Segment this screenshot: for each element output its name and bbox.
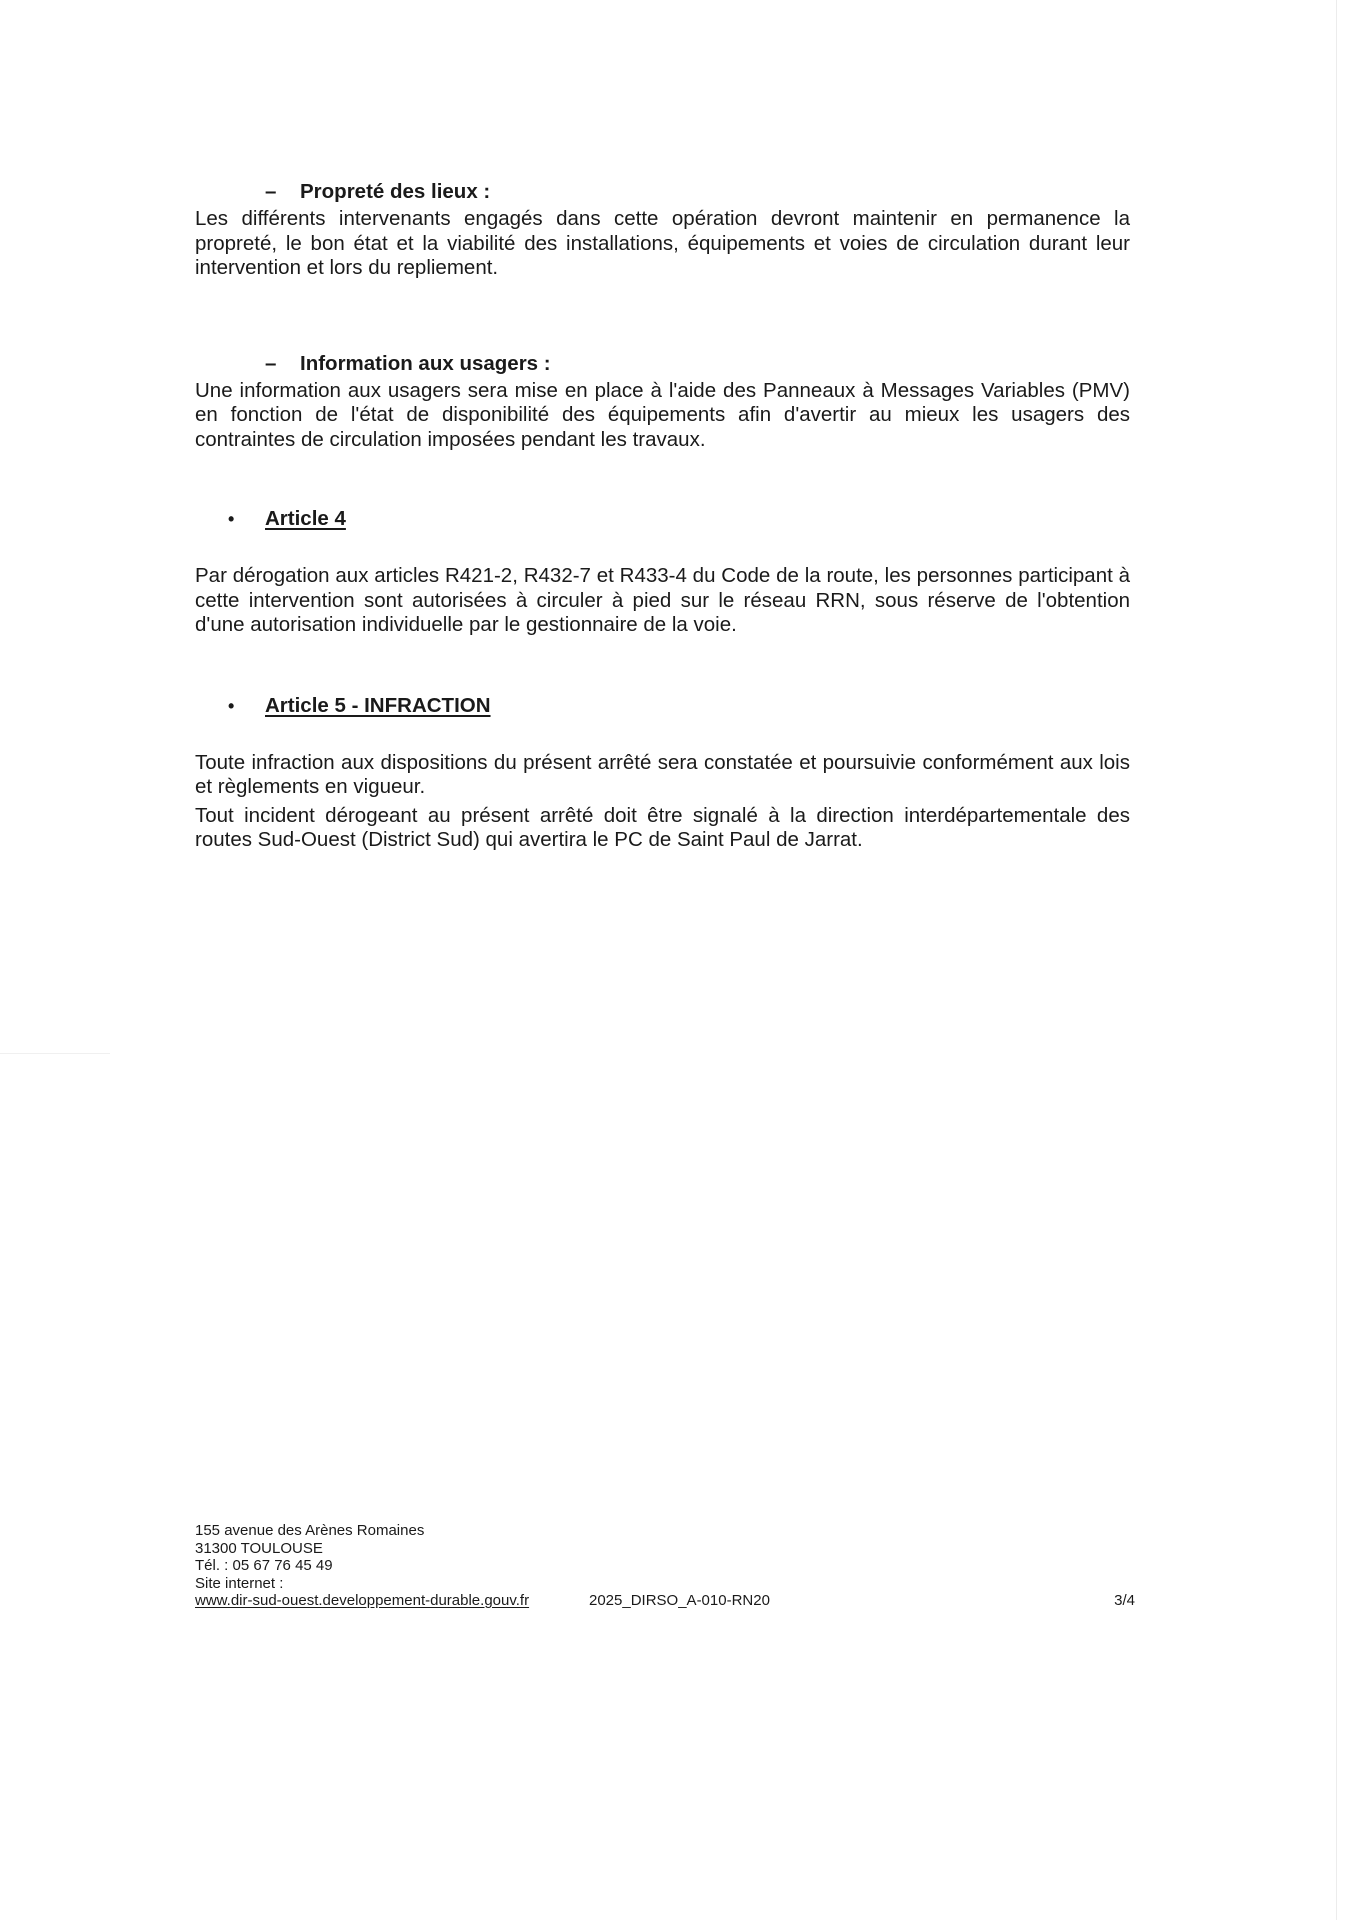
section-heading [195, 180, 1130, 204]
section-paragraph: Une information aux usagers sera mise en place à l'aide des Panneaux à Messages Variables (PMV) en fonction de l'état de disponibilité des équipements afin d'avertir au mieux les usagers des contraintes de circulation imposées pendant les travaux. [195, 378, 1130, 451]
footer-site-label: Site internet : [195, 1574, 284, 1592]
section-article-4 [195, 507, 1130, 638]
article-heading [195, 694, 1130, 718]
article-heading [195, 507, 1130, 531]
document-body [195, 180, 1130, 853]
section-paragraph: Les différents intervenants engagés dans cette opération devront maintenir en permanence la propreté, le bon état et la viabilité des installations, équipements et voies de circulation durant leur intervention et lors du repliement. [195, 207, 1130, 279]
article-paragraph: Par dérogation aux articles R421-2, R432-7 et R433-4 du Code de la route, les personnes participant à cette intervention sont autorisées à circuler à pied sur le réseau RRN, sous réserve de l'obtention d'une autorisation individuelle par le gestionnaire de la voie. [195, 564, 1130, 636]
document-reference: 2025_DIRSO_A-010-RN20 [589, 1592, 770, 1609]
section-information [195, 352, 1130, 453]
heading-text: Propreté des lieux : [300, 180, 491, 203]
page-number: 3/4 [1114, 1592, 1135, 1609]
section-heading [195, 352, 1130, 376]
footer-website-link[interactable]: www.dir-sud-ouest.developpement-durable.gouv.fr [195, 1592, 530, 1609]
footer-phone: Tél. : 05 67 76 45 49 [195, 1557, 333, 1574]
section-article-5 [195, 694, 1130, 853]
article-title: Article 5 - INFRACTION [265, 693, 491, 717]
scan-edge-line [1336, 0, 1337, 1920]
dash-marker: – [265, 180, 277, 203]
dash-marker: – [265, 351, 277, 375]
heading-text: Information aux usagers : [300, 351, 551, 375]
footer-bottom-row [195, 1592, 1135, 1610]
article-paragraph: Tout incident dérogeant au présent arrêté doit être signalé à la direction interdépartementale des routes Sud-Ouest (District Sud) qui avertira le PC de Saint Paul de Jarrat. [195, 803, 1130, 851]
article-title: Article 4 [265, 507, 346, 530]
bullet-marker: • [228, 695, 235, 716]
footer-address-city: 31300 TOULOUSE [195, 1539, 323, 1557]
page-footer [195, 1522, 1135, 1610]
footer-address-street: 155 avenue des Arènes Romaines [195, 1522, 425, 1539]
section-proprete [195, 180, 1130, 281]
article-paragraph: Toute infraction aux dispositions du présent arrêté sera constatée et poursuivie conformément aux lois et règlements en vigueur. [195, 750, 1130, 798]
bullet-marker: • [228, 509, 235, 529]
scan-mark-line [0, 1053, 110, 1054]
